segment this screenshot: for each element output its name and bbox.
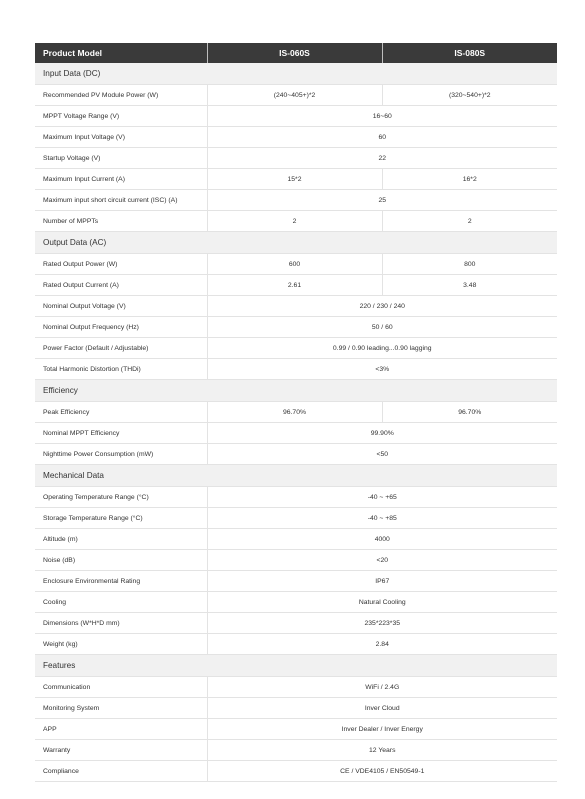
spec-row — [35, 719, 557, 740]
spec-value-shared: 16~60 — [207, 106, 557, 127]
spec-label: Maximum Input Current (A) — [35, 169, 207, 190]
spec-row — [35, 508, 557, 529]
spec-label: Maximum input short circuit current (ISC) (A) — [35, 190, 207, 211]
spec-value-shared: IP67 — [207, 571, 557, 592]
section-title: Features — [35, 655, 557, 677]
spec-label: Nominal Output Frequency (Hz) — [35, 317, 207, 338]
spec-label: Recommended PV Module Power (W) — [35, 85, 207, 106]
spec-label: Startup Voltage (V) — [35, 148, 207, 169]
spec-value-shared: 60 — [207, 127, 557, 148]
section-title: Output Data (AC) — [35, 232, 557, 254]
spec-row — [35, 254, 557, 275]
section-title: Efficiency — [35, 380, 557, 402]
spec-row — [35, 529, 557, 550]
spec-value-shared: -40 ~ +65 — [207, 487, 557, 508]
section-header-row — [35, 655, 557, 677]
spec-row — [35, 444, 557, 465]
spec-label: Compliance — [35, 761, 207, 782]
spec-label: Nighttime Power Consumption (mW) — [35, 444, 207, 465]
spec-value-shared: Natural Cooling — [207, 592, 557, 613]
spec-label: Storage Temperature Range (°C) — [35, 508, 207, 529]
spec-value-shared: 22 — [207, 148, 557, 169]
spec-value-is-060s: 2 — [207, 211, 382, 232]
spec-row — [35, 402, 557, 423]
header-model-is-060s: IS-060S — [207, 43, 382, 63]
spec-row — [35, 275, 557, 296]
spec-label: Operating Temperature Range (°C) — [35, 487, 207, 508]
spec-label: Altitude (m) — [35, 529, 207, 550]
spec-table — [35, 43, 557, 782]
spec-row — [35, 761, 557, 782]
section-header-row — [35, 380, 557, 402]
spec-value-shared: <20 — [207, 550, 557, 571]
section-header-row — [35, 232, 557, 254]
spec-value-shared: 220 / 230 / 240 — [207, 296, 557, 317]
spec-row — [35, 338, 557, 359]
spec-row — [35, 211, 557, 232]
spec-value-shared: 0.99 / 0.90 leading...0.90 lagging — [207, 338, 557, 359]
spec-row — [35, 487, 557, 508]
spec-value-is-060s: (240~405+)*2 — [207, 85, 382, 106]
spec-label: Peak Efficiency — [35, 402, 207, 423]
spec-label: Maximum Input Voltage (V) — [35, 127, 207, 148]
spec-label: Dimensions (W*H*D mm) — [35, 613, 207, 634]
spec-value-is-080s: (320~540+)*2 — [382, 85, 557, 106]
spec-value-is-080s: 2 — [382, 211, 557, 232]
header-product-model: Product Model — [35, 43, 207, 63]
spec-label: Weight (kg) — [35, 634, 207, 655]
spec-row — [35, 634, 557, 655]
spec-value-shared: WiFi / 2.4G — [207, 677, 557, 698]
section-title: Mechanical Data — [35, 465, 557, 487]
spec-value-shared: Inver Cloud — [207, 698, 557, 719]
header-model-is-080s: IS-080S — [382, 43, 557, 63]
spec-row — [35, 169, 557, 190]
spec-label: Monitoring System — [35, 698, 207, 719]
spec-row — [35, 677, 557, 698]
spec-label: Rated Output Power (W) — [35, 254, 207, 275]
section-title: Input Data (DC) — [35, 63, 557, 85]
spec-value-is-060s: 96.70% — [207, 402, 382, 423]
spec-value-shared: 2.84 — [207, 634, 557, 655]
spec-value-shared: 50 / 60 — [207, 317, 557, 338]
spec-label: Noise (dB) — [35, 550, 207, 571]
spec-row — [35, 296, 557, 317]
spec-label: Cooling — [35, 592, 207, 613]
section-header-row — [35, 63, 557, 85]
spec-label: Communication — [35, 677, 207, 698]
spec-value-is-080s: 800 — [382, 254, 557, 275]
spec-value-is-060s: 2.61 — [207, 275, 382, 296]
spec-label: Enclosure Environmental Rating — [35, 571, 207, 592]
spec-row — [35, 85, 557, 106]
spec-label: Nominal MPPT Efficiency — [35, 423, 207, 444]
spec-label: Total Harmonic Distortion (THDi) — [35, 359, 207, 380]
spec-label: Nominal Output Voltage (V) — [35, 296, 207, 317]
spec-value-is-060s: 600 — [207, 254, 382, 275]
spec-value-shared: <50 — [207, 444, 557, 465]
spec-row — [35, 148, 557, 169]
spec-value-shared: 4000 — [207, 529, 557, 550]
spec-row — [35, 190, 557, 211]
spec-value-shared: 25 — [207, 190, 557, 211]
spec-label: Warranty — [35, 740, 207, 761]
spec-label: APP — [35, 719, 207, 740]
spec-label: Number of MPPTs — [35, 211, 207, 232]
spec-row — [35, 571, 557, 592]
spec-label: MPPT Voltage Range (V) — [35, 106, 207, 127]
spec-value-shared: <3% — [207, 359, 557, 380]
spec-value-shared: -40 ~ +85 — [207, 508, 557, 529]
spec-value-shared: 99.90% — [207, 423, 557, 444]
spec-table-body — [35, 63, 557, 782]
spec-table-header — [35, 43, 557, 63]
spec-row — [35, 740, 557, 761]
spec-value-is-080s: 96.70% — [382, 402, 557, 423]
spec-label: Power Factor (Default / Adjustable) — [35, 338, 207, 359]
spec-value-is-080s: 3.48 — [382, 275, 557, 296]
spec-row — [35, 423, 557, 444]
spec-row — [35, 359, 557, 380]
spec-row — [35, 698, 557, 719]
spec-value-shared: 12 Years — [207, 740, 557, 761]
spec-value-is-080s: 16*2 — [382, 169, 557, 190]
spec-label: Rated Output Current (A) — [35, 275, 207, 296]
spec-row — [35, 317, 557, 338]
spec-row — [35, 613, 557, 634]
spec-row — [35, 127, 557, 148]
spec-value-shared: CE / VDE4105 / EN50549-1 — [207, 761, 557, 782]
spec-row — [35, 550, 557, 571]
spec-value-shared: 235*223*35 — [207, 613, 557, 634]
spec-row — [35, 106, 557, 127]
spec-row — [35, 592, 557, 613]
spec-value-shared: Inver Dealer / Inver Energy — [207, 719, 557, 740]
spec-value-is-060s: 15*2 — [207, 169, 382, 190]
header-row — [35, 43, 557, 63]
section-header-row — [35, 465, 557, 487]
